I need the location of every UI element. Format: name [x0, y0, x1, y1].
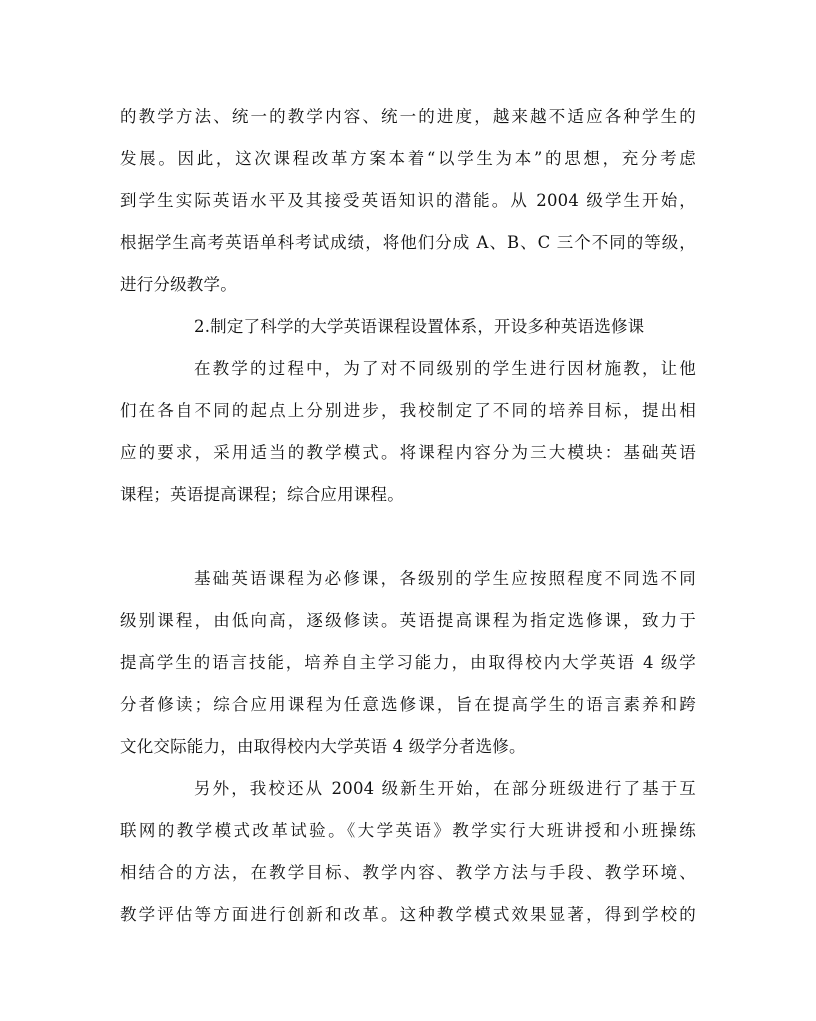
paragraph-4-line-3: 相结合的方法，在教学目标、教学内容、教学方法与手段、教学环境、 — [120, 863, 696, 882]
paragraph-2-line-1: 在教学的过程中，为了对不同级别的学生进行因材施教，让他 — [194, 359, 696, 378]
paragraph-3-line-2: 级别课程，由低向高，逐级修读。英语提高课程为指定选修课，致力于 — [120, 611, 696, 630]
paragraph-2-line-4: 课程；英语提高课程；综合应用课程。 — [120, 485, 404, 504]
paragraph-1-line-4: 根据学生高考英语单科考试成绩，将他们分成 A、B、C 三个不同的等级， — [120, 233, 696, 252]
paragraph-1-line-2: 发展。因此，这次课程改革方案本着“以学生为本”的思想，充分考虑 — [120, 149, 696, 168]
paragraph-2-line-3: 应的要求，采用适当的教学模式。将课程内容分为三大模块：基础英语 — [120, 443, 696, 462]
paragraph-1-line-3: 到学生实际英语水平及其接受英语知识的潜能。从 2004 级学生开始， — [120, 191, 696, 210]
paragraph-3-line-3: 提高学生的语言技能，培养自主学习能力，由取得校内大学英语 4 级学 — [120, 653, 696, 672]
paragraph-3-line-4: 分者修读；综合应用课程为任意选修课，旨在提高学生的语言素养和跨 — [120, 695, 696, 714]
paragraph-3-line-1: 基础英语课程为必修课，各级别的学生应按照程度不同选不同 — [194, 569, 696, 588]
paragraph-1-line-5: 进行分级教学。 — [120, 275, 237, 294]
paragraph-3-line-5: 文化交际能力，由取得校内大学英语 4 级学分者选修。 — [120, 737, 526, 756]
paragraph-2-line-2: 们在各自不同的起点上分别进步，我校制定了不同的培养目标，提出相 — [120, 401, 696, 420]
paragraph-4-line-2: 联网的教学模式改革试验。《大学英语》教学实行大班讲授和小班操练 — [120, 821, 696, 840]
section-heading: 2.制定了科学的大学英语课程设置体系，开设多种英语选修课 — [194, 317, 645, 336]
paragraph-1-line-1: 的教学方法、统一的教学内容、统一的进度，越来越不适应各种学生的 — [120, 107, 696, 126]
paragraph-4-line-1: 另外，我校还从 2004 级新生开始，在部分班级进行了基于互 — [194, 779, 696, 798]
paragraph-4-line-4: 教学评估等方面进行创新和改革。这种教学模式效果显著，得到学校的 — [120, 905, 696, 924]
